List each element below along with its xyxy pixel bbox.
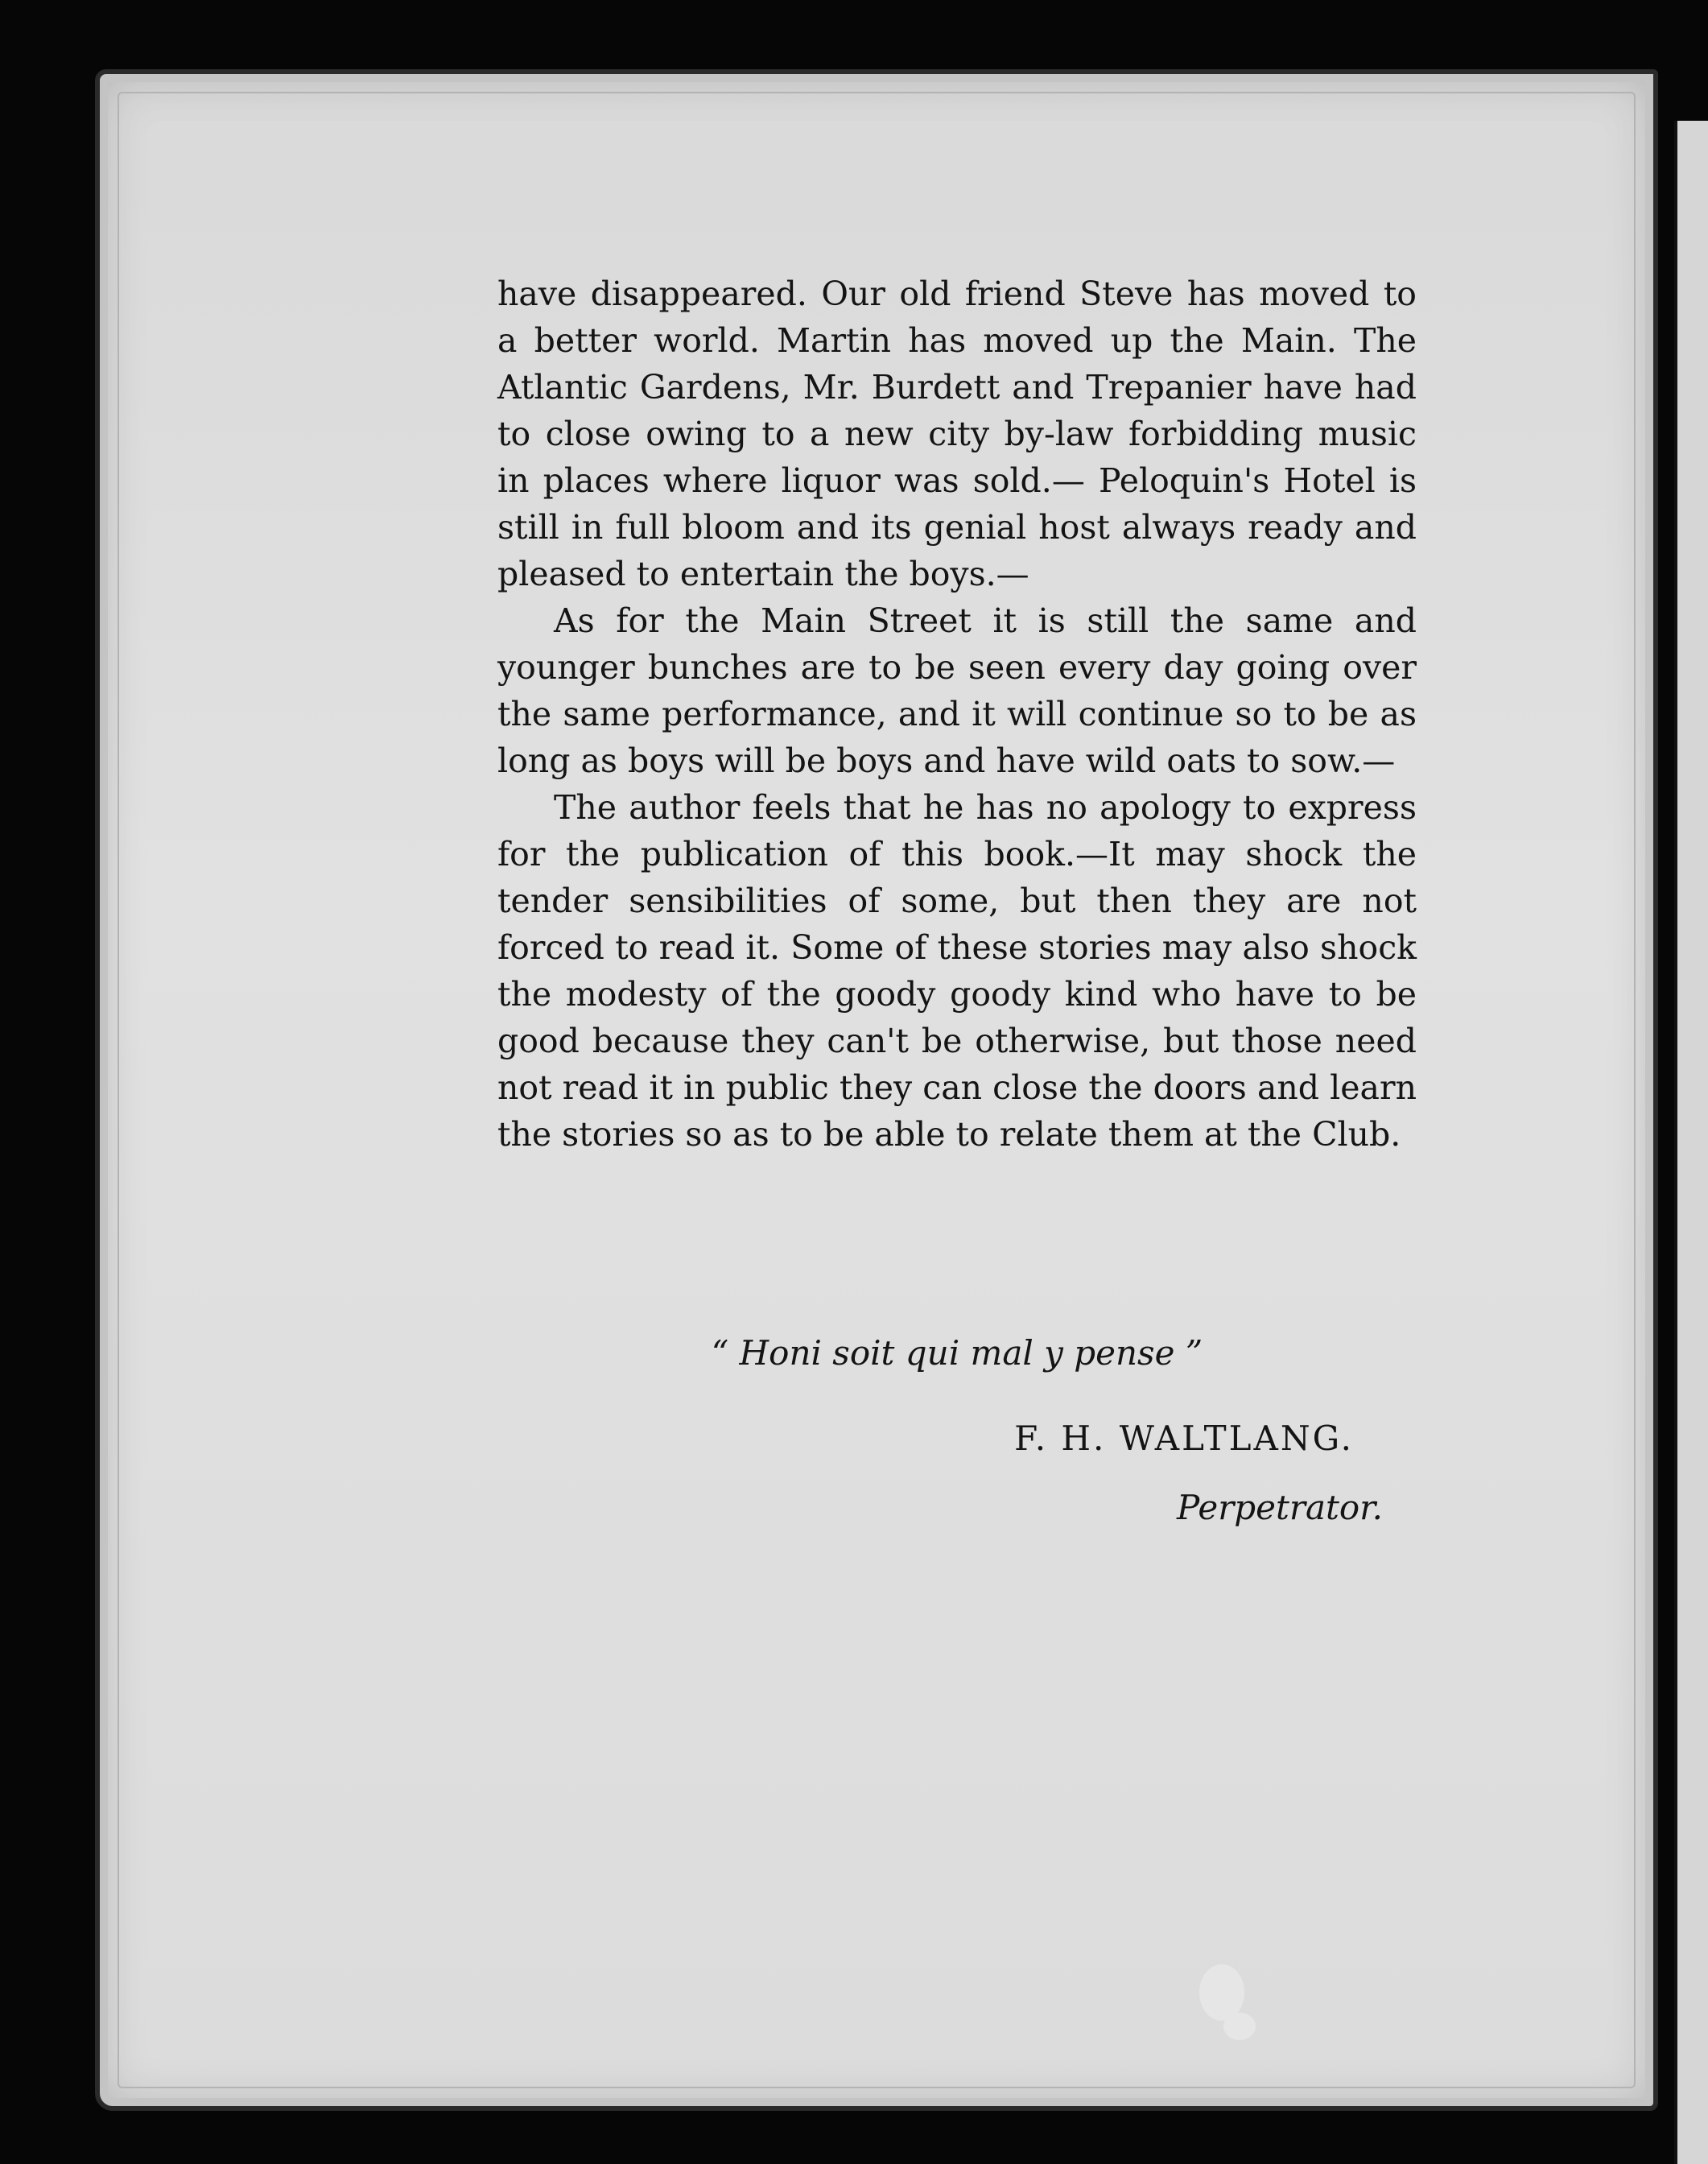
body-text xyxy=(497,270,1417,1158)
author-signature: F. H. WALTLANG. xyxy=(1014,1419,1354,1458)
adjacent-page-edge xyxy=(1674,121,1708,2164)
author-role: Perpetrator. xyxy=(1176,1488,1383,1527)
motto: “ Honi soit qui mal y pense ” xyxy=(711,1333,1203,1373)
paragraph: As for the Main Street it is still the same and younger bunches are to be seen every day going over the same performance, and it will continue so to be as long as boys will be boys and have wild oats to sow.— xyxy=(497,601,1417,780)
paper-blemish xyxy=(1223,2013,1256,2040)
paragraph: have disappeared. Our old friend Steve has moved to a better world. Martin has moved up the Main. The Atlantic Gardens, Mr. Burdett and Trepanier have had to close owing to a new city by-law forbidding music in places where liquor was sold.— Peloquin's Hotel is still in full bloom and its genial host always ready and pleased to entertain the boys.— xyxy=(497,275,1417,593)
paragraph: The author feels that he has no apology to express for the publication of this book.—It may shock the tender sensibilities of some, but then they are not forced to read it. Some of these stories may also shock the modesty of the goody goody kind who have to be good because they can't be otherwise, but those need not read it in public they can close the doors and learn the stories so as to be able to relate them at the Club. xyxy=(497,788,1417,1154)
